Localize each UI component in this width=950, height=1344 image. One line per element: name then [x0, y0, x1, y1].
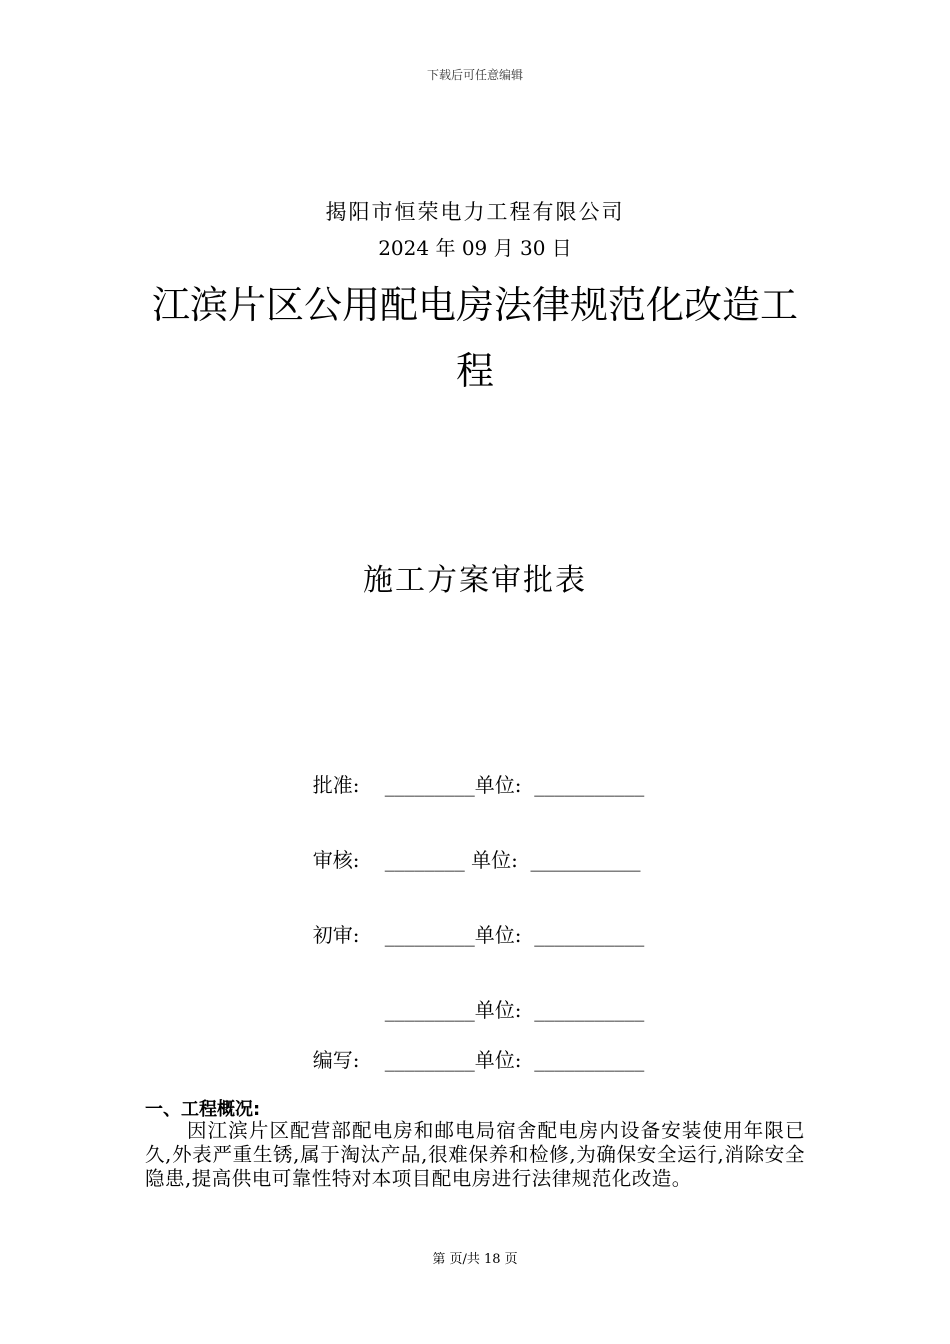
signature-row-extra: [300, 970, 644, 1023]
unit-blank: ___________: [534, 923, 645, 947]
section-heading: 一、工程概况:: [145, 1099, 261, 1120]
signature-label: 审核:: [312, 848, 360, 872]
header-note: 下载后可任意编辑: [426, 68, 523, 82]
signature-blank: _________: [384, 773, 475, 797]
unit-blank: ___________: [534, 1048, 645, 1072]
unit-label: 单位:: [474, 1048, 522, 1072]
unit-blank: ___________: [534, 773, 645, 797]
company-name: 揭阳市恒荣电力工程有限公司: [325, 200, 625, 224]
signature-label: 初审:: [312, 923, 360, 947]
unit-label: 单位:: [474, 773, 522, 797]
signature-row-author: [300, 1020, 644, 1073]
signature-row-initial-review: [300, 895, 644, 948]
unit-blank: ___________: [530, 848, 641, 872]
unit-blank: ___________: [534, 998, 645, 1022]
signature-label: 批准:: [312, 773, 360, 797]
signature-blank: ________: [384, 848, 472, 872]
section-paragraph: 因江滨片区配营部配电房和邮电局宿舍配电房内设备安装使用年限已久,外表严重生锈,属于淘汰产品,很难保养和检修,为确保安全运行,消除安全隐患,提高供电可靠性特对本项目配电房进行法律规范化改造。: [145, 1119, 805, 1190]
signature-label: 编写:: [312, 1048, 360, 1072]
document-subtitle: 施工方案审批表: [363, 563, 587, 598]
signature-blank: _________: [384, 923, 475, 947]
unit-label: 单位:: [474, 923, 522, 947]
signature-blank: _________: [384, 998, 475, 1022]
page-footer: 第 页/共 18 页: [432, 1252, 518, 1267]
unit-label: 单位:: [474, 998, 522, 1022]
unit-label: 单位:: [471, 848, 518, 872]
signature-row-approve: [300, 745, 644, 798]
signature-blank: _________: [384, 1048, 475, 1072]
document-title: 江滨片区公用配电房法律规范化改造工程: [151, 283, 798, 393]
signature-row-review: [300, 820, 641, 873]
document-date: 2024 年 09 月 30 日: [378, 236, 572, 260]
